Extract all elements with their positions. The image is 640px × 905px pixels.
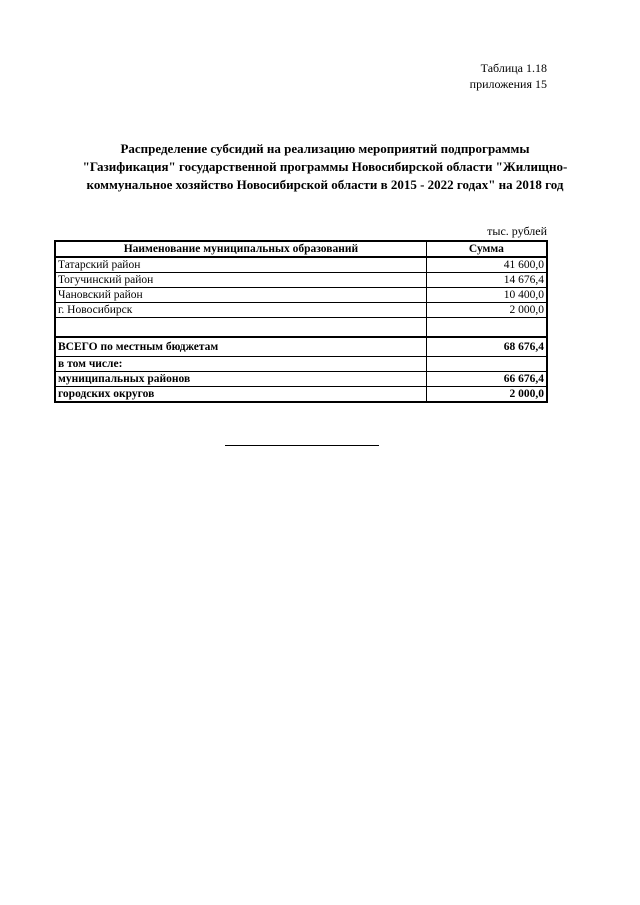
row-name: г. Новосибирск: [55, 303, 426, 318]
column-header-name: Наименование муниципальных образований: [55, 241, 426, 257]
document-title: [40, 140, 610, 194]
column-header-sum: Сумма: [426, 241, 547, 257]
separator-line: [225, 445, 379, 446]
table-row: [55, 257, 547, 273]
breakdown-row: [55, 372, 547, 387]
empty-cell: [426, 357, 547, 372]
row-name: Татарский район: [55, 257, 426, 273]
breakdown-label: городских округов: [55, 387, 426, 403]
breakdown-row: [55, 387, 547, 403]
title-line-2: "Газификация" государственной программы Новосибирской области "Жилищно-: [82, 159, 568, 174]
table-reference: [470, 60, 547, 92]
total-row: [55, 337, 547, 357]
empty-row: [55, 318, 547, 338]
breakdown-sum: 66 676,4: [426, 372, 547, 387]
including-label: в том числе:: [55, 357, 426, 372]
appendix-number: приложения 15: [469, 77, 547, 91]
breakdown-sum: 2 000,0: [426, 387, 547, 403]
empty-cell: [55, 318, 426, 338]
table-header-row: [55, 241, 547, 257]
table-row: [55, 273, 547, 288]
empty-cell: [426, 318, 547, 338]
breakdown-label: муниципальных районов: [55, 372, 426, 387]
unit-label: тыс. рублей: [487, 224, 547, 238]
row-sum: 10 400,0: [426, 288, 547, 303]
total-sum: 68 676,4: [426, 337, 547, 357]
title-line-1: Распределение субсидий на реализацию мероприятий подпрограммы: [120, 141, 530, 156]
table-row: [55, 288, 547, 303]
subsidy-table: [54, 240, 548, 403]
row-sum: 14 676,4: [426, 273, 547, 288]
total-label: ВСЕГО по местным бюджетам: [55, 337, 426, 357]
title-line-3: коммунальное хозяйство Новосибирской области в 2015 - 2022 годах" на 2018 год: [86, 177, 564, 192]
row-name: Тогучинский район: [55, 273, 426, 288]
row-name: Чановский район: [55, 288, 426, 303]
table-row: [55, 303, 547, 318]
row-sum: 2 000,0: [426, 303, 547, 318]
including-row: [55, 357, 547, 372]
table-number: Таблица 1.18: [480, 61, 547, 75]
row-sum: 41 600,0: [426, 257, 547, 273]
